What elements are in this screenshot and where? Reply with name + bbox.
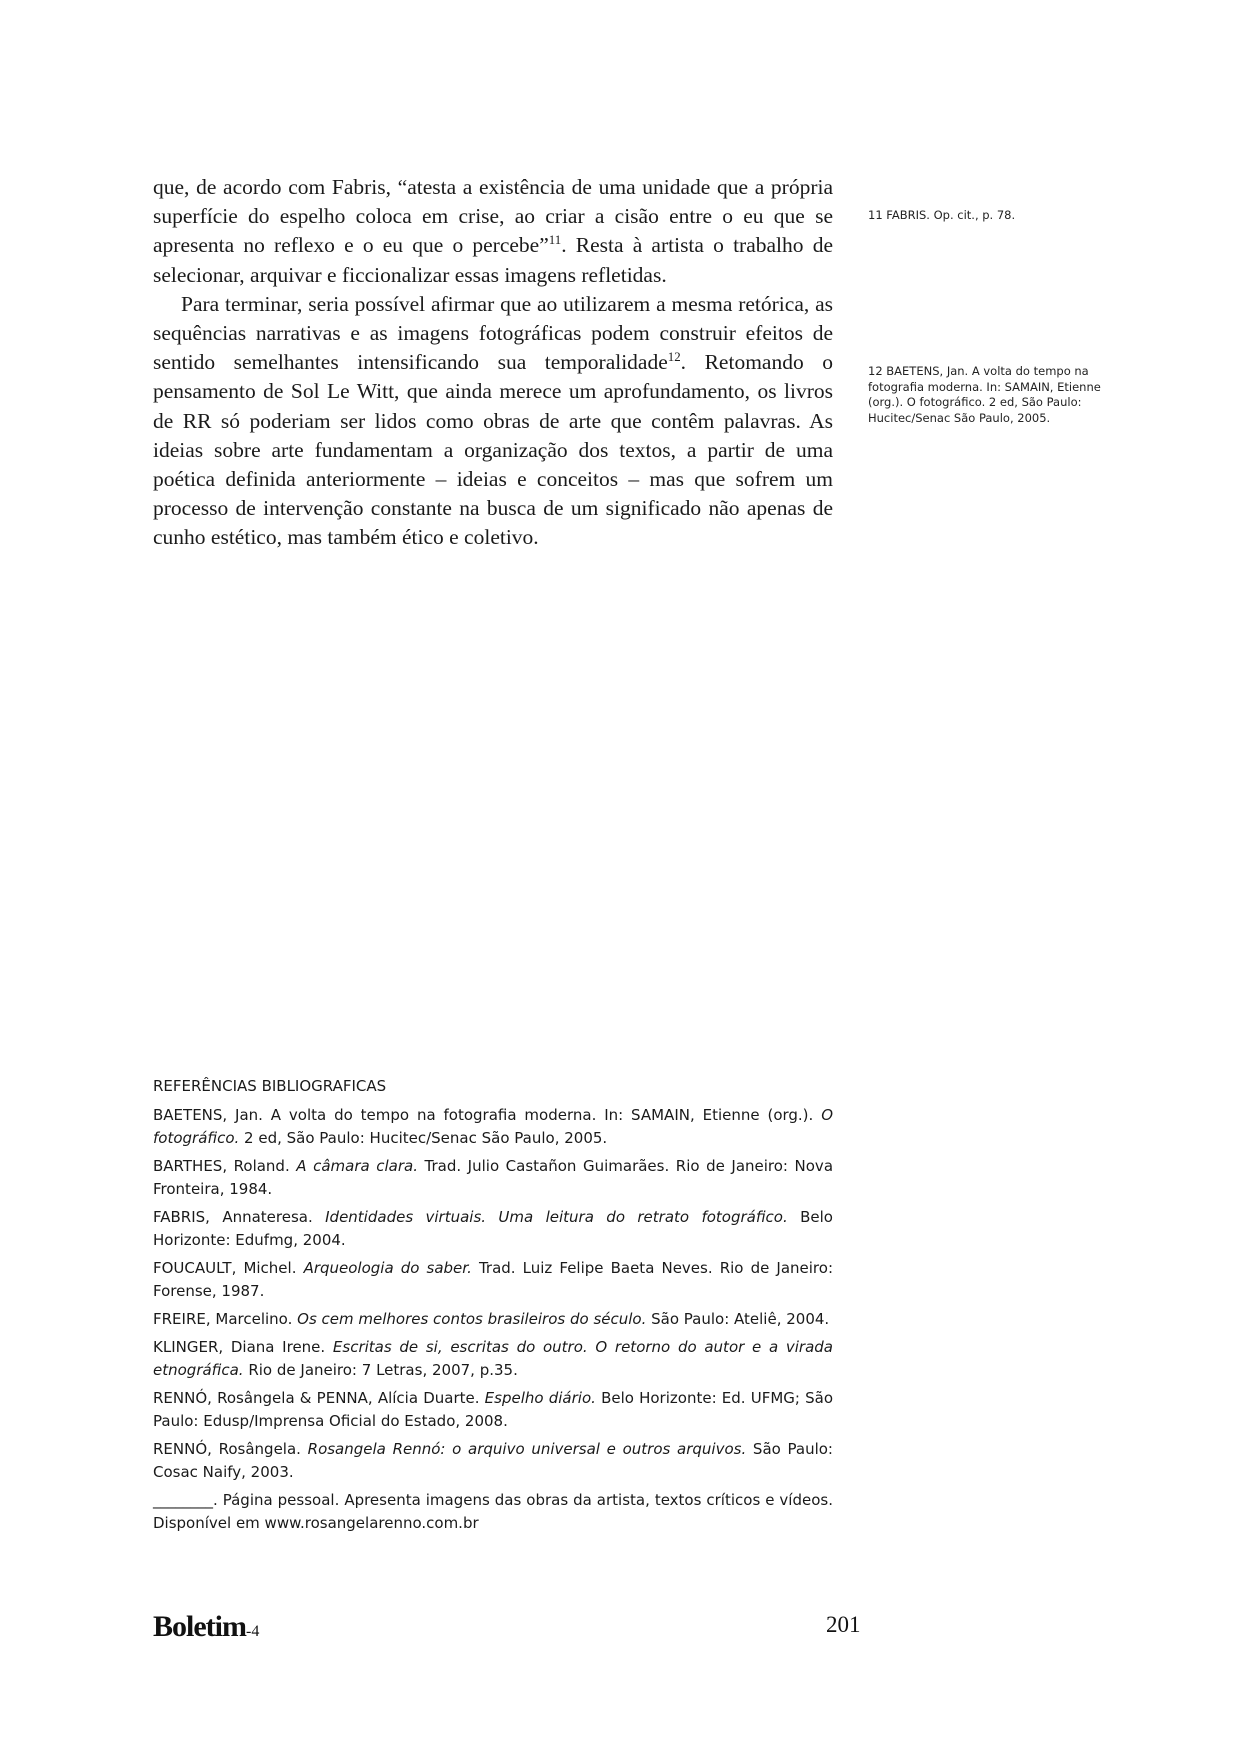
ref-text: Trad. Julio Castañon Guimarães. Rio de Janeiro: Nova Fronteira, 1984. [153, 1157, 834, 1198]
ref-title: O fotográfico. [153, 1106, 833, 1147]
page-number: 201 [826, 1612, 861, 1637]
logo-main: Boletim [153, 1610, 246, 1643]
ref-title: Rosangela Rennó: o arquivo universal e outros arquivos. [307, 1440, 747, 1458]
ref-title: A câmara clara. [296, 1157, 418, 1175]
ref-text: RENNÓ, Rosângela. [153, 1440, 308, 1458]
footnote-ref-11[interactable]: 11 [548, 233, 562, 248]
paragraph-text: Para terminar, seria possível afirmar que ao utilizarem a mesma retórica, as sequências narrativas e as imagens fotográficas podem construir efeitos de sentido semelhantes intensificando sua temporalidade [153, 291, 833, 375]
ref-text: 2 ed, São Paulo: Hucitec/Senac São Paulo, 2005. [239, 1129, 608, 1147]
reference-entry [153, 1489, 833, 1535]
ref-title: Identidades virtuais. Uma leitura do retrato fotográfico. [325, 1208, 788, 1226]
footnote-ref-12[interactable]: 12 [667, 350, 681, 365]
reference-entry [153, 1257, 833, 1303]
paragraph [153, 173, 833, 290]
ref-text: Trad. Luiz Felipe Baeta Neves. Rio de Janeiro: Forense, 1987. [153, 1259, 833, 1300]
ref-text: São Paulo: Ateliê, 2004. [646, 1310, 830, 1328]
reference-entry [153, 1438, 833, 1484]
ref-text: KLINGER, Diana Irene. [153, 1338, 333, 1356]
reference-entry [153, 1155, 833, 1201]
paragraph-text: . Retomando o pensamento de Sol Le Witt, que ainda merece um aprofundamento, os livros de RR só poderiam ser lidos como obras de arte que contêm palavras. As ideias sobre arte fundamentam a organização dos textos, a partir de uma poética definida anteriormente – ideias e conceitos – mas que sofrem um processo de intervenção constante na busca de um significado não apenas de cunho estético, mas também ético e coletivo. [153, 350, 833, 550]
logo-issue-number: -4 [245, 1623, 260, 1640]
ref-title: Os cem melhores contos brasileiros do século. [297, 1310, 647, 1328]
ref-text: FREIRE, Marcelino. [153, 1310, 298, 1328]
reference-entry [153, 1104, 833, 1150]
main-body-text [153, 173, 833, 553]
journal-logo [153, 1610, 259, 1644]
reference-entry [153, 1308, 833, 1331]
ref-text: FOUCAULT, Michel. [153, 1259, 304, 1277]
reference-entry [153, 1387, 833, 1433]
ref-text: ________. Página pessoal. Apresenta imagens das obras da artista, textos críticos e vídeos. Disponível em www.rosangelarenno.com.br [153, 1491, 833, 1532]
ref-text: Rio de Janeiro: 7 Letras, 2007, p.35. [243, 1361, 518, 1379]
references-heading: REFERÊNCIAS BIBLIOGRAFICAS [153, 1077, 387, 1095]
ref-title: Escritas de si, escritas do outro. O retorno do autor e a virada etnográfica. [153, 1338, 833, 1379]
ref-text: FABRIS, Annateresa. [153, 1208, 326, 1226]
ref-text: São Paulo: Cosac Naify, 2003. [153, 1440, 833, 1481]
ref-text: Belo Horizonte: Ed. UFMG; São Paulo: Edusp/Imprensa Oficial do Estado, 2008. [153, 1389, 834, 1430]
ref-text: BAETENS, Jan. A volta do tempo na fotografia moderna. In: SAMAIN, Etienne (org.). [153, 1106, 822, 1124]
ref-text: Belo Horizonte: Edufmg, 2004. [153, 1208, 833, 1249]
sidenote-11: 11 FABRIS. Op. cit., p. 78. [868, 208, 1016, 222]
ref-title: Espelho diário. [484, 1389, 596, 1407]
ref-text: BARTHES, Roland. [153, 1157, 297, 1175]
sidenote-12: 12 BAETENS, Jan. A volta do tempo na fotografia moderna. In: SAMAIN, Etienne (org.). O fotográfico. 2 ed, São Paulo: Hucitec/Senac São Paulo, 2005. [868, 364, 1101, 425]
paragraph-text: . Resta à artista o trabalho de selecionar, arquivar e ficcionalizar essas imagens refletidas. [153, 233, 833, 287]
reference-entry [153, 1206, 833, 1252]
paragraph-text: que, de acordo com Fabris, “atesta a existência de uma unidade que a própria superfície do espelho coloca em crise, ao criar a cisão entre o eu que se apresenta no reflexo e o eu que o percebe” [153, 175, 833, 258]
ref-text: RENNÓ, Rosângela & PENNA, Alícia Duarte. [153, 1389, 485, 1407]
reference-entry [153, 1336, 833, 1382]
ref-title: Arqueologia do saber. [303, 1259, 472, 1277]
references-section [153, 1075, 833, 1540]
paragraph [153, 290, 833, 553]
